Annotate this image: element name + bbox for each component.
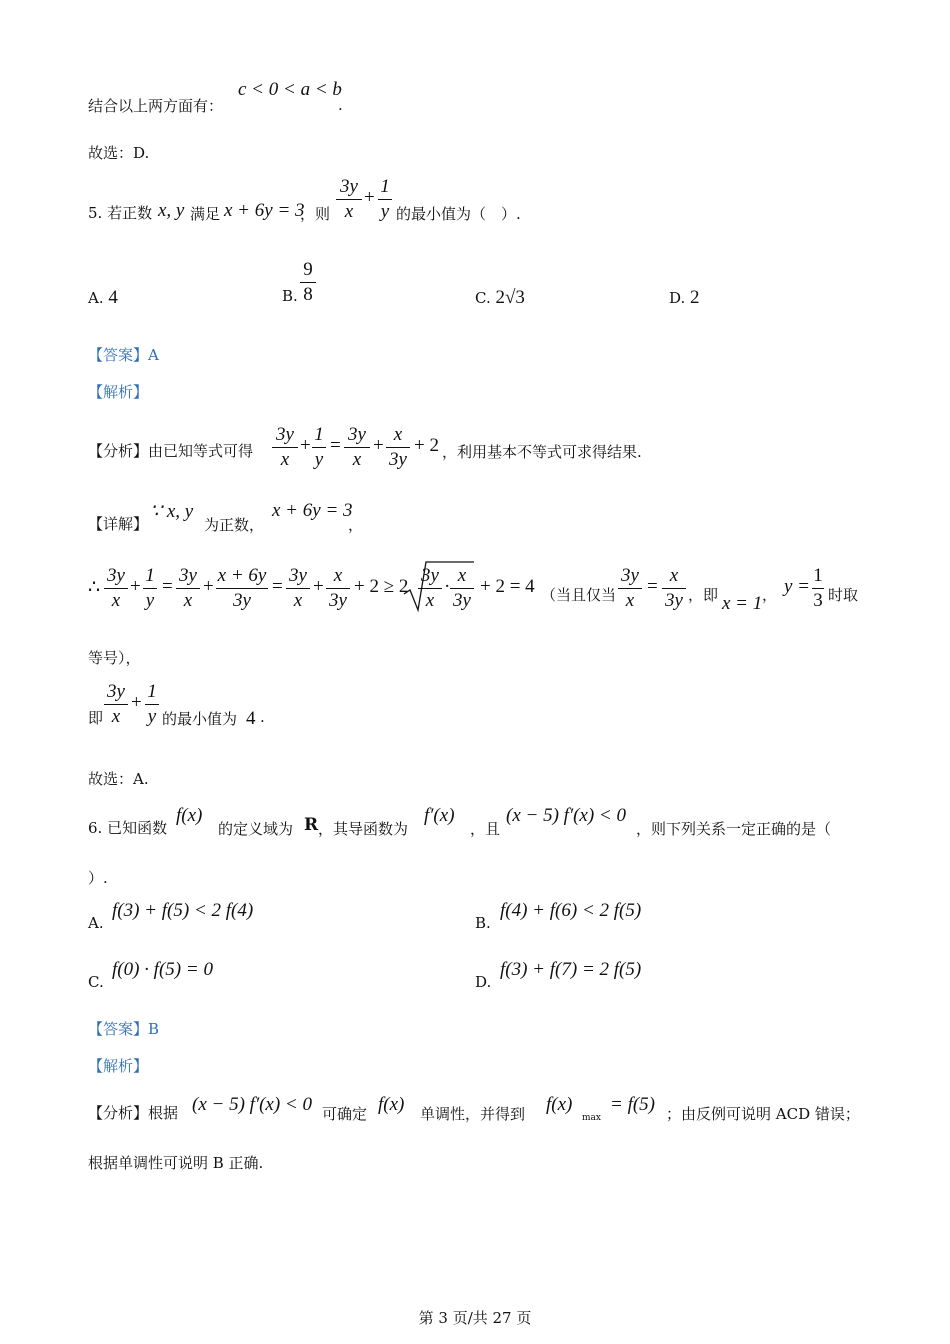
equals: =	[162, 576, 173, 597]
plus: +	[300, 435, 311, 456]
xiangjie-mid: 为正数，	[204, 516, 265, 534]
chain-frac5: 3y x	[286, 565, 310, 612]
cond-frac1: 3y x	[618, 565, 642, 612]
fenxi-frac4: x 3y	[386, 424, 410, 471]
q6-fenxi-max: f(x)	[546, 1094, 573, 1115]
comma: ，	[348, 516, 364, 534]
q5-option-d: D. 2	[669, 287, 700, 308]
chain-frac4: x + 6y 3y	[217, 565, 267, 611]
q6-analysis-heading: 【解析】	[88, 1057, 149, 1075]
q5-xiangjie: 【详解】	[88, 515, 149, 533]
q5-answer: 【答案】A	[88, 346, 159, 364]
chain-frac2: 1 y	[143, 565, 157, 612]
q5-text3: ，则	[300, 205, 331, 223]
ji-end: 的最小值为	[162, 710, 238, 728]
conclusion-line	[88, 96, 223, 116]
q5-stem: 5. 若正数	[88, 204, 153, 222]
ji-frac1: 3y x	[104, 681, 128, 728]
q6-answer: 【答案】B	[88, 1020, 160, 1038]
q5-condition: x + 6y = 3	[224, 200, 305, 221]
q6-fx: f(x)	[176, 805, 203, 826]
q6-R: R	[304, 815, 319, 835]
plus-two-eq-four: + 2 = 4	[480, 576, 535, 597]
q5-vars: x, y	[158, 200, 185, 221]
page-footer: 第 3 页/共 27 页	[418, 1309, 532, 1327]
ji-val: 4	[246, 708, 256, 729]
fenxi-frac2: 1 y	[312, 424, 326, 471]
q6-text5: ，则下列关系一定正确的是（	[636, 820, 832, 838]
ji-frac2: 1 y	[145, 681, 159, 728]
q6-fenxi2: 可确定	[322, 1105, 368, 1123]
q6-cond: (x − 5) f′(x) < 0	[506, 805, 627, 826]
plus-two-geq: + 2 ≥ 2	[354, 576, 409, 597]
chain-frac1: 3y x	[104, 565, 128, 612]
chain-frac6: x 3y	[326, 565, 350, 612]
q6-option-c-expr: f(0) · f(5) = 0	[112, 959, 213, 980]
q6-option-b-expr: f(4) + f(6) < 2 f(5)	[500, 900, 642, 921]
ji-label: 即	[88, 709, 104, 727]
q5-option-b-label: B.	[282, 287, 298, 305]
q5-option-a: A. 4	[88, 287, 118, 308]
q5-frac-3y-x: 3y x	[336, 176, 362, 223]
equals: =	[647, 576, 658, 597]
sqrt-frac1: 3y x	[418, 565, 442, 612]
q5-text2: 满足	[190, 205, 221, 223]
xiangjie-cond: x + 6y = 3	[272, 500, 353, 521]
q5-guxuan: 故选：A.	[88, 770, 149, 788]
q6-option-a-expr: f(3) + f(5) < 2 f(4)	[112, 900, 254, 921]
x-equals-1: x = 1	[722, 593, 763, 614]
q5-option-c: C. 2√3	[475, 287, 525, 308]
chain-note3: ，	[762, 586, 778, 604]
q6-fenxi-max-sub: max	[582, 1113, 601, 1123]
plus: +	[131, 692, 142, 713]
q6-text4: ，且	[470, 820, 501, 838]
chain-frac3: 3y x	[176, 565, 200, 612]
cond-frac2: x 3y	[662, 565, 686, 612]
q6-fenxi-eq: = f(5)	[610, 1094, 656, 1115]
q6-text6: ）.	[88, 869, 108, 887]
q6-option-c-label: C.	[88, 973, 104, 991]
dot: ·	[444, 576, 451, 597]
q6-fenxi4: ；由反例可说明 ACD 错误；	[666, 1105, 860, 1123]
period: .	[338, 96, 343, 114]
plus: +	[313, 576, 324, 597]
fenxi-frac3: 3y x	[344, 424, 370, 471]
ji-dot: .	[260, 708, 265, 726]
plus: +	[130, 576, 141, 597]
q5-text4: 的最小值为（ ）.	[396, 205, 521, 223]
dengh-line: 等号），	[88, 649, 141, 667]
one-third: 1 3	[813, 565, 823, 611]
choice-line: 故选：D.	[88, 144, 150, 162]
sqrt-frac2: x 3y	[450, 565, 474, 612]
q5-option-b-value: 9 8	[300, 259, 316, 306]
equals: =	[272, 576, 283, 597]
q6-fenxi1: 【分析】根据	[88, 1104, 179, 1122]
equals: =	[330, 435, 341, 456]
q5-fenxi: 【分析】由已知等式可得	[88, 442, 254, 460]
chain-note2: ，即	[688, 586, 719, 604]
therefore-symbol: ∴	[88, 577, 101, 598]
q5-frac-1-y: 1 y	[378, 176, 392, 223]
chain-note4: 时取	[828, 586, 859, 604]
because-xy: ∵ x, y	[150, 501, 194, 522]
q6-fenxi5: 根据单调性可说明 B 正确.	[88, 1154, 264, 1172]
chain-note1: （当且仅当	[541, 586, 617, 604]
q5-fenxi-end: ，利用基本不等式可求得结果.	[442, 443, 642, 461]
q6-fenxi3: 单调性，并得到	[420, 1105, 526, 1123]
y-equals: y =	[784, 576, 811, 597]
conclusion-text: 结合以上两方面有：	[88, 97, 224, 115]
q6-text3: ，其导函数为	[318, 820, 409, 838]
q6-option-a-label: A.	[88, 914, 104, 932]
q6-option-d-expr: f(3) + f(7) = 2 f(5)	[500, 959, 642, 980]
q6-text2: 的定义域为	[218, 820, 294, 838]
q6-fenxi-fx: f(x)	[378, 1094, 405, 1115]
q6-fenxi-cond: (x − 5) f′(x) < 0	[192, 1094, 313, 1115]
q6-fpx: f′(x)	[424, 805, 455, 826]
q6-stem-start: 6. 已知函数	[88, 819, 168, 837]
fenxi-frac1: 3y x	[272, 424, 298, 471]
q5-analysis-heading: 【解析】	[88, 383, 149, 401]
plus-two: + 2	[414, 435, 439, 456]
q6-option-d-label: D.	[475, 973, 492, 991]
q6-option-b-label: B.	[475, 914, 491, 932]
plus: +	[364, 187, 375, 208]
inequality-chain: c < 0 < a < b	[238, 79, 342, 100]
plus: +	[203, 576, 214, 597]
plus: +	[373, 435, 384, 456]
